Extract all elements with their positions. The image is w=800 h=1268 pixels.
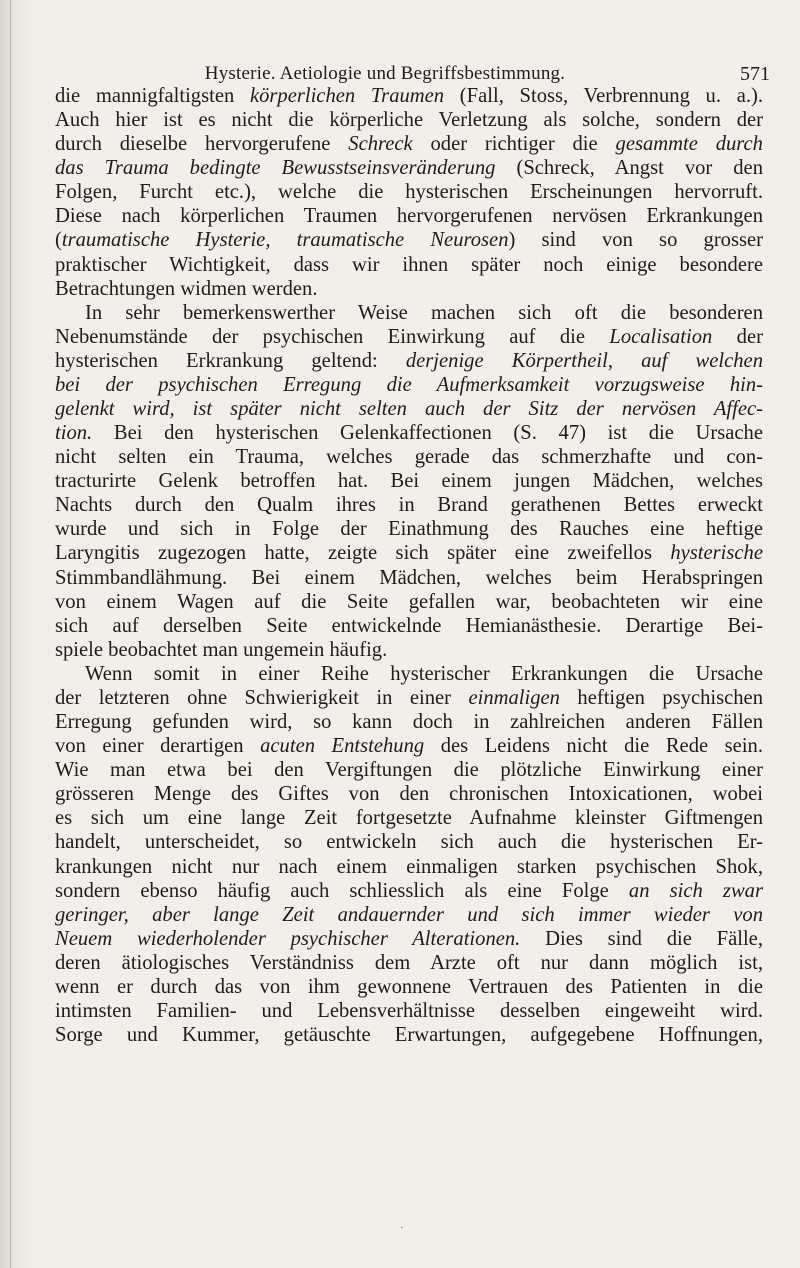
text-line: krankungen nicht nur nach einem einmaligen starken psychischen Shok, xyxy=(55,855,763,878)
text-line: Folgen, Furcht etc.), welche die hysterischen Erscheinungen hervorruft. xyxy=(55,181,763,204)
text-line: bei der psychischen Erregung die Aufmerksamkeit vorzugsweise hin- xyxy=(55,373,763,396)
text-line: Stimmbandlähmung. Bei einem Mädchen, welches beim Herabspringen xyxy=(55,566,763,589)
text-line: tracturirte Gelenk betroffen hat. Bei einem jungen Mädchen, welches xyxy=(55,470,763,493)
text-line: (traumatische Hysterie, traumatische Neurosen) sind von so grosser xyxy=(55,229,763,252)
text-line: von einer derartigen acuten Entstehung des Leidens nicht die Rede sein. xyxy=(55,735,763,758)
text-line: Nebenumstände der psychischen Einwirkung auf die Localisation der xyxy=(55,325,763,348)
text-line: es sich um eine lange Zeit fortgesetzte Aufnahme kleinster Giftmengen xyxy=(55,807,763,830)
text-line: Nachts durch den Qualm ihres in Brand gerathenen Bettes erweckt xyxy=(55,494,763,517)
text-line: Diese nach körperlichen Traumen hervorgerufenen nervösen Erkrankungen xyxy=(55,205,763,228)
text-line: intimsten Familien- und Lebensverhältnisse desselben eingeweiht wird. xyxy=(55,999,763,1022)
text-line: Betrachtungen widmen werden. xyxy=(55,277,318,300)
page-number: 571 xyxy=(740,63,770,85)
text-line: Sorge und Kummer, getäuschte Erwartungen, aufgegebene Hoffnungen, xyxy=(55,1024,763,1047)
text-line: praktischer Wichtigkeit, dass wir ihnen später noch einige besondere xyxy=(55,253,763,276)
text-line: grösseren Menge des Giftes von den chronischen Intoxicationen, wobei xyxy=(55,783,763,806)
text-line: Auch hier ist es nicht die körperliche Verletzung als solche, sondern der xyxy=(55,109,763,132)
running-head: Hysterie. Aetiologie und Begriffsbestimmung. xyxy=(204,63,566,84)
text-line: wurde und sich in Folge der Einathmung des Rauches eine heftige xyxy=(55,518,763,541)
body-text xyxy=(55,84,763,1047)
text-line: das Trauma bedingte Bewusstseinsveränderung (Schreck, Angst vor den xyxy=(55,157,763,180)
text-line: hysterischen Erkrankung geltend: derjenige Körpertheil, auf welchen xyxy=(55,349,763,372)
text-line: wenn er durch das von ihm gewonnene Vertrauen des Patienten in die xyxy=(55,975,763,998)
text-line: Erregung gefunden wird, so kann doch in zahlreichen anderen Fällen xyxy=(55,711,763,734)
text-line: Wenn somit in einer Reihe hysterischer Erkrankungen die Ursache xyxy=(85,662,763,685)
text-line: der letzteren ohne Schwierigkeit in einer einmaligen heftigen psychischen xyxy=(55,686,763,709)
text-line: sondern ebenso häufig auch schliesslich als eine Folge an sich zwar xyxy=(55,879,763,902)
text-line: deren ätiologisches Verständniss dem Arzte oft nur dann möglich ist, xyxy=(55,951,763,974)
text-line: In sehr bemerkenswerther Weise machen sich oft die besonderen xyxy=(85,301,763,324)
text-line: Laryngitis zugezogen hatte, zeigte sich später eine zweifellos hysterische xyxy=(55,542,763,565)
text-line: gelenkt wird, ist später nicht selten auch der Sitz der nervösen Affec- xyxy=(55,398,763,421)
text-line: sich auf derselben Seite entwickelnde Hemianästhesie. Derartige Bei- xyxy=(55,614,763,637)
text-line: geringer, aber lange Zeit andauernder und sich immer wieder von xyxy=(55,903,763,926)
book-binding-shadow xyxy=(0,0,34,1268)
text-line: nicht selten ein Trauma, welches gerade das schmerzhafte und con- xyxy=(55,446,763,469)
text-line: handelt, unterscheidet, so entwickeln sich auch die hysterischen Er- xyxy=(55,831,763,854)
text-line: spiele beobachtet man ungemein häufig. xyxy=(55,638,388,661)
text-line: Neuem wiederholender psychischer Alterationen. Dies sind die Fälle, xyxy=(55,927,763,950)
text-line: Wie man etwa bei den Vergiftungen die plötzliche Einwirkung einer xyxy=(55,759,763,782)
text-line: tion. Bei den hysterischen Gelenkaffectionen (S. 47) ist die Ursache xyxy=(55,422,763,445)
text-line: von einem Wagen auf die Seite gefallen war, beobachteten wir eine xyxy=(55,590,763,613)
printer-mark: · xyxy=(400,1222,404,1234)
text-line: durch dieselbe hervorgerufene Schreck oder richtiger die gesammte durch xyxy=(55,133,763,156)
text-line: die mannigfaltigsten körperlichen Traumen (Fall, Stoss, Verbrennung u. a.). xyxy=(55,85,763,107)
page-edge-line xyxy=(10,0,11,1268)
